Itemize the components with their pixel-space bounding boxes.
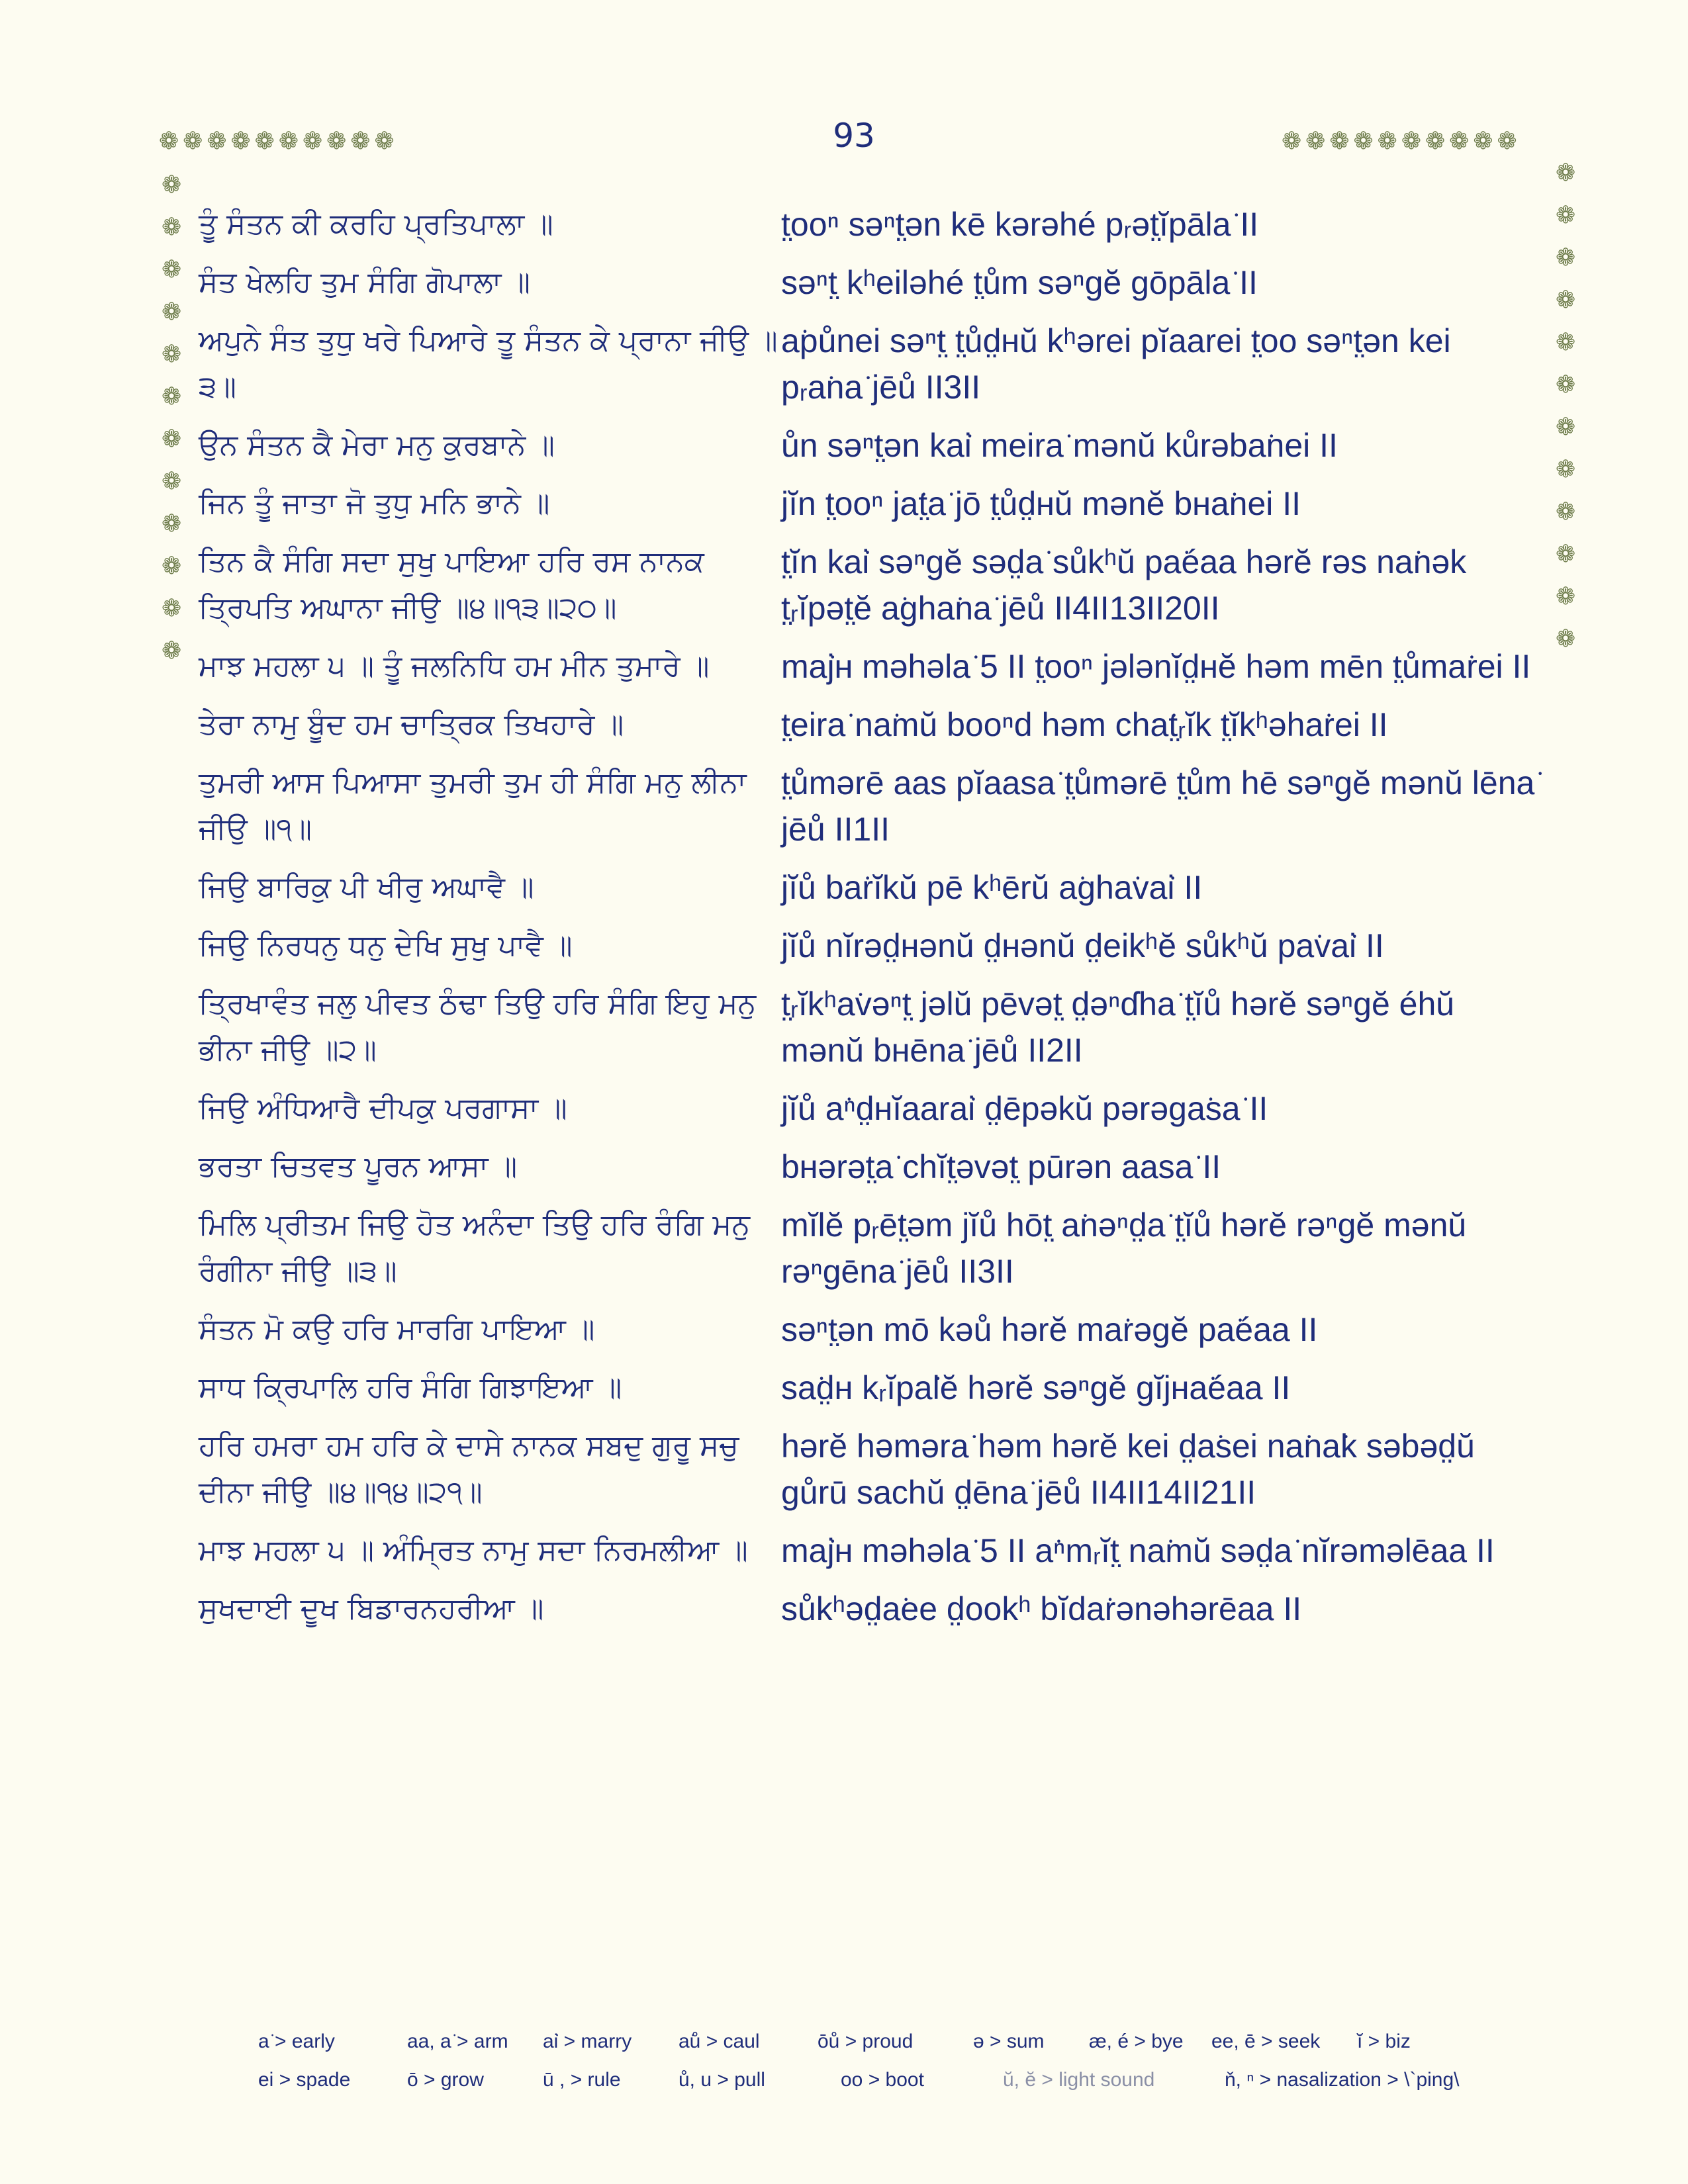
gurmukhi-line: ਜਿਉ ਨਿਰਧਨੁ ਧਨੁ ਦੇਖਿ ਸੁਖੁ ਪਾਵੈ ॥ [199,929,573,962]
legend-item: a͘ > early [258,2030,335,2052]
transliteration-line: t̤ůmərē aas pĭaasa͘ t̤ůmərē t̤ům hē səⁿgĕ mənŭ lēna͘ jēů II1II [781,764,1535,848]
transliteration-line: səⁿt̤ən mō kəů hərĕ ma͘rəgĕ pa͘éaa II [781,1311,1318,1348]
verse-row [199,1306,1536,1353]
ornament-row-left-icon: ❁❁❁❁❁❁❁❁❁❁ [159,128,399,155]
transliteration-line: jĭn t̤ooⁿ ja͘t̤a͘ jō t̤ůd̤ʜŭ mənĕ bʜa͘nei II [781,485,1301,522]
transliteration-line: mĭlĕ pᵣēt̤əm jĭů hōt̤ a͘nəⁿd̤a͘ t̤ĭů hərĕ rəⁿgĕ mənŭ rəⁿgēna͘ jēů II3II [781,1206,1467,1290]
legend-item: æ, é > bye [1089,2030,1184,2052]
transliteration-line: jĭů a͘ⁿd̤ʜĭaara͘i d̤ēpəkŭ pərəga͘sa͘ II [781,1090,1268,1127]
verse-row [199,480,1536,527]
verse-row [199,318,1536,410]
transliteration-line: ůn səⁿt̤ən ka͘i meira͘ mənŭ kůrəba͘nei II [781,427,1338,464]
gurmukhi-line: ਤੇਰਾ ਨਾਮੁ ਬੂੰਦ ਹਮ ਚਾਤ੍ਰਿਕ ਤਿਖਹਾਰੇ ॥ [199,707,624,741]
gurmukhi-line: ਉਨ ਸੰਤਨ ਕੈ ਮੇਰਾ ਮਨੁ ਕੁਰਬਾਨੇ ॥ [199,428,555,462]
legend-item: a͘ů > caul [679,2030,760,2052]
gurmukhi-line: ਮਾਝ ਮਹਲਾ ੫ ॥ ਅੰਮ੍ਰਿਤ ਨਾਮੁ ਸਦਾ ਨਿਰਮਲੀਆ ॥ [199,1533,748,1567]
gurmukhi-line: ਸੁਖਦਾਈ ਦੂਖ ਬਿਡਾਰਨਹਰੀਆ ॥ [199,1592,544,1625]
legend-row [258,2069,1516,2091]
legend-item: a͘i > marry [543,2030,632,2052]
transliteration-line: səⁿt̤ kʰeiləhé t̤ům səⁿgĕ gōpāla͘ II [781,264,1258,301]
verse-row [199,1202,1536,1295]
gurmukhi-line: ਸੰਤ ਖੇਲਹਿ ਤੁਮ ਸੰਗਿ ਗੋਪਾਲਾ ॥ [199,265,530,299]
legend-row [258,2030,1516,2053]
pronunciation-legend [258,2030,1516,2107]
verse-row [199,1423,1536,1516]
transliteration-line: t̤ĭn ka͘i səⁿgĕ səd̤a͘ sůkʰŭ pa͘éaa hərĕ rəs na͘nək t̤ᵣĭpət̤ĕ a͘gha͘na͘ jēů II4II13II20II [781,543,1467,627]
gurmukhi-line: ਜਿਉ ਅੰਧਿਆਰੈ ਦੀਪਕੁ ਪਰਗਾਸਾ ॥ [199,1091,567,1125]
gurmukhi-line: ਤੂੰ ਸੰਤਨ ਕੀ ਕਰਹਿ ਪ੍ਰਤਿਪਾਲਾ ॥ [199,207,553,241]
legend-item: ə > sum [973,2030,1045,2052]
transliteration-line: bʜərət̤a͘ chĭt̤əvət̤ pūrən aasa͘ II [781,1148,1221,1185]
legend-item: aa, a͘ > arm [407,2030,508,2052]
legend-item: oo > boot [841,2069,924,2091]
gurmukhi-line: ਤੁਮਰੀ ਆਸ ਪਿਆਸਾ ਤੁਮਰੀ ਤੁਮ ਹੀ ਸੰਗਿ ਮਨੁ ਲੀਨਾ ਜੀਉ ॥੧॥ [199,766,747,846]
transliteration-line: t̤ᵣĭkʰa͘vəⁿt̤ jəlŭ pēvət̤ d̤əⁿɗha͘ t̤ĭů hərĕ səⁿgĕ éhŭ mənŭ bʜēna͘ jēů II2II [781,985,1455,1069]
verse-row [199,1586,1536,1632]
transliteration-line: sůkʰəd̤a͘ee d̤ookʰ bĭda͘rənəhərēaa II [781,1590,1302,1627]
transliteration-line: jĭů ba͘rĭkŭ pē kʰērŭ a͘gha͘va͘i II [781,869,1203,906]
legend-item: ŭ, ĕ > light sound [1003,2069,1155,2091]
legend-item: ĭ > biz [1357,2030,1411,2052]
transliteration-line: ma͘jʜ məhəla͘ 5 II a͘ⁿmᵣĭt̤ na͘mŭ səd̤a͘ nĭrəməlēaa II [781,1532,1495,1569]
gurmukhi-line: ਹਰਿ ਹਮਰਾ ਹਮ ਹਰਿ ਕੇ ਦਾਸੇ ਨਾਨਕ ਸਬਦੁ ਗੁਰੂ ਸਚੁ ਦੀਨਾ ਜੀਉ ॥੪॥੧੪॥੨੧॥ [199,1429,739,1509]
legend-item: ee, ē > seek [1211,2030,1321,2052]
gurmukhi-line: ਅਪੁਨੇ ਸੰਤ ਤੁਧੁ ਖਰੇ ਪਿਆਰੇ ਤੂ ਸੰਤਨ ਕੇ ਪ੍ਰਾਨਾ ਜੀਉ ॥੩॥ [199,324,778,404]
transliteration-line: ma͘jʜ məhəla͘ 5 II t̤ooⁿ jələnĭd̤ʜĕ həm mēn t̤ůma͘rei II [781,648,1531,685]
transliteration-line: a͘půnei səⁿt̤ t̤ůd̤ʜŭ kʰərei pĭaarei t̤oo səⁿt̤ən kei pᵣa͘na͘ jēů II3II [781,322,1451,406]
ornament-column-left-icon: ❁ ❁ ❁ ❁ ❁ ❁ ❁ ❁ ❁ ❁ ❁ ❁ [162,171,182,664]
transliteration-line: t̤ooⁿ səⁿt̤ən kē kərəhé pᵣət̤ĭpāla͘ II [781,206,1259,243]
gurmukhi-line: ਜਿਨ ਤੂੰ ਜਾਤਾ ਜੋ ਤੁਧੁ ਮਨਿ ਭਾਨੇ ॥ [199,486,550,520]
verse-row [199,1144,1536,1190]
transliteration-line: hərĕ həməra͘ həm hərĕ kei d̤a͘sei na͘na͘k səbəd̤ŭ gůrū sachŭ d̤ēna͘ jēů II4II14II21II [781,1428,1475,1511]
verse-row [199,864,1536,911]
transliteration-line: jĭů nĭrəd̤ʜənŭ d̤ʜənŭ d̤eikʰĕ sůkʰŭ pa͘va͘i II [781,927,1384,964]
verse-row [199,1085,1536,1132]
gurmukhi-line: ਸਾਧ ਕ੍ਰਿਪਾਲਿ ਹਰਿ ਸੰਗਿ ਗਿਝਾਇਆ ॥ [199,1371,622,1404]
gurmukhi-line: ਮਿਲਿ ਪ੍ਰੀਤਮ ਜਿਉ ਹੋਤ ਅਨੰਦਾ ਤਿਉ ਹਰਿ ਰੰਗਿ ਮਨੁ ਰੰਗੀਨਾ ਜੀਉ ॥੩॥ [199,1208,751,1288]
legend-item: ō > grow [407,2069,484,2091]
transliteration-line: sa͘d̤ʜ kᵣĭpa͘lĕ hərĕ səⁿgĕ gĭjʜa͘éaa II [781,1369,1291,1406]
gurmukhi-line: ਸੰਤਨ ਮੋ ਕਉ ਹਰਿ ਮਾਰਗਿ ਪਾਇਆ ॥ [199,1312,595,1346]
verse-row [199,702,1536,748]
verse-row [199,201,1536,248]
gurmukhi-line: ਮਾਝ ਮਹਲਾ ੫ ॥ ਤੂੰ ਜਲਨਿਧਿ ਹਮ ਮੀਨ ਤੁਮਾਰੇ ॥ [199,649,710,683]
gurmukhi-line: ਤ੍ਰਿਖਾਵੰਤ ਜਲੁ ਪੀਵਤ ਠੰਢਾ ਤਿਉ ਹਰਿ ਸੰਗਿ ਇਹੁ ਮਨੁ ਭੀਨਾ ਜੀਉ ॥੨॥ [199,987,757,1067]
verse-row [199,259,1536,306]
verse-row [199,923,1536,969]
verse-row [199,760,1536,852]
verse-row [199,539,1536,631]
ornament-column-right-icon: ❁ ❁ ❁ ❁ ❁ ❁ ❁ ❁ ❁ ❁ ❁ ❁ [1556,159,1576,653]
legend-item: ōů > proud [818,2030,914,2052]
gurmukhi-line: ਤਿਨ ਕੈ ਸੰਗਿ ਸਦਾ ਸੁਖੁ ਪਾਇਆ ਹਰਿ ਰਸ ਨਾਨਕ ਤ੍ਰਿਪਤਿ ਅਘਾਨਾ ਜੀਉ ॥੪॥੧੩॥੨੦॥ [199,545,704,625]
verse-row [199,1365,1536,1411]
verse-row [199,981,1536,1073]
legend-item: ei > spade [258,2069,351,2091]
ornament-row-right-icon: ❁❁❁❁❁❁❁❁❁❁ [1282,128,1521,155]
verse-row [199,643,1536,690]
legend-item: ū , > rule [543,2069,621,2091]
gurmukhi-line: ਜਿਉ ਬਾਰਿਕੁ ਪੀ ਖੀਰੁ ਅਘਾਵੈ ॥ [199,870,534,904]
page-number: 93 [833,116,875,155]
legend-item: ň, ⁿ > nasalization > \`ping\ [1225,2069,1460,2091]
verse-list [199,201,1536,1644]
verse-row [199,1527,1536,1574]
legend-item: ů, u > pull [679,2069,765,2091]
gurmukhi-line: ਭਰਤਾ ਚਿਤਵਤ ਪੂਰਨ ਆਸਾ ॥ [199,1150,518,1183]
transliteration-line: t̤eira͘ na͘mŭ booⁿd həm cha͘t̤ᵣĭk t̤ĭkʰəha͘rei II [781,706,1388,743]
verse-row [199,422,1536,469]
